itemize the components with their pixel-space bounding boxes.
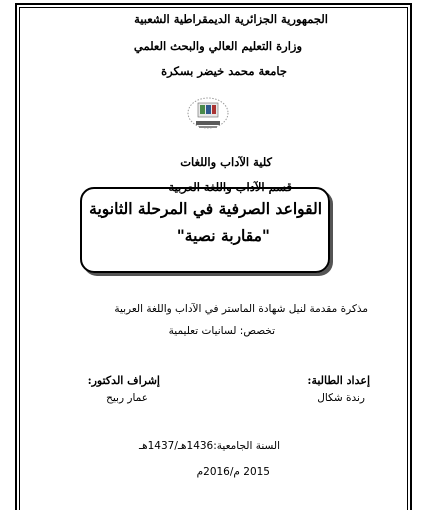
academic-year-hijri: السنة الجامعية:1436هـ/1437هـ xyxy=(139,440,280,452)
student-name: رندة شكال xyxy=(317,392,365,404)
thesis-title-line2: "مقاربة نصية" xyxy=(176,226,270,245)
thesis-description: مذكرة مقدمة لنيل شهادة الماستر في الآداب واللغة العربية xyxy=(114,303,368,315)
supervisor-label: إشراف الدكتور: xyxy=(87,374,160,387)
student-label: إعداد الطالبة: xyxy=(307,374,370,387)
thesis-title-line1: القواعد الصرفية في المرحلة الثانوية xyxy=(89,199,322,218)
academic-year-gregorian: 2015 م/2016م xyxy=(196,466,270,478)
header-university: جامعة محمد خيضر بسكرة xyxy=(161,64,287,78)
faculty-name: كلية الآداب واللغات xyxy=(180,155,272,169)
supervisor-name: عمار ربيح xyxy=(106,392,148,404)
thesis-specialty: تخصص: لسانيات تعليمية xyxy=(168,325,275,337)
university-logo xyxy=(186,95,230,133)
department-name: قسم الآداب واللغة العربية xyxy=(168,180,292,194)
header-republic: الجمهورية الجزائرية الديمقراطية الشعبية xyxy=(134,12,328,26)
header-ministry: وزارة التعليم العالي والبحث العلمي xyxy=(133,39,302,53)
